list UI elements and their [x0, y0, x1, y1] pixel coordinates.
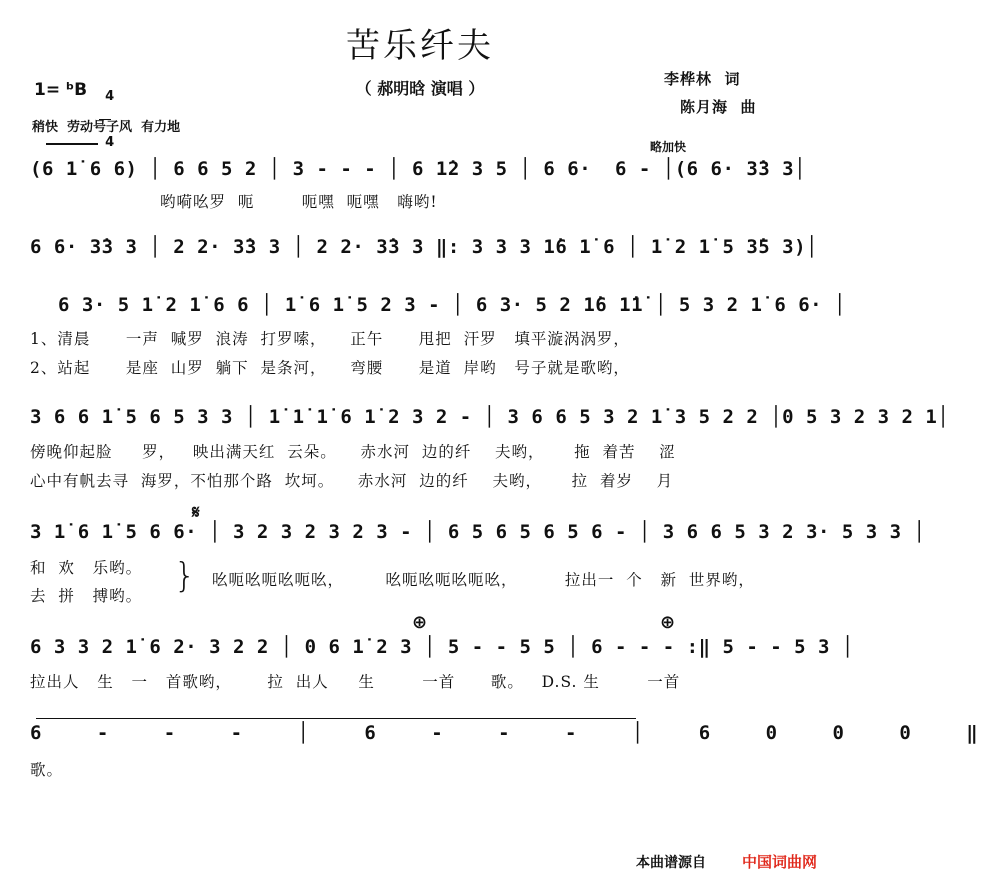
score-line-5-notes: 3 1̇ 6 1̇ 5 6 6· │ 3 2 3 2 3 2 3 - │ 6 5 6 5 6 5 6 - │ 3 6 6 5 3 2 3· 5 3 3 │	[30, 521, 926, 543]
beam-mark	[46, 143, 98, 145]
score-line-5-lyric-1: 和 欢 乐哟。	[30, 559, 143, 577]
tempo-change-mark: 略加快	[650, 140, 687, 154]
site-name[interactable]: 中国词曲网	[742, 853, 818, 871]
key-signature: 1= ᵇB	[34, 80, 88, 100]
lyricist-credit: 李桦林 词	[664, 70, 741, 88]
score-line-3-lyric-2: 2、站起 是座 山罗 躺下 是条河， 弯腰 是道 岸哟 号子就是歌哟，	[30, 359, 630, 377]
score-line-7-notes: 6 - - - │ 6 - - - │ 6 0 0 0 ‖	[30, 722, 1000, 744]
score-line-1-notes: (6 1̇ 6 6) │ 6 6 5 2 │ 3 - - - │ 6 1̇2 3 5 │ 6 6· 6 - │(6 6· 3̇3 3│	[30, 158, 807, 180]
performer-subtitle: （ 郝明晗 演唱 ）	[355, 79, 485, 98]
tie-arc	[36, 718, 636, 719]
score-line-6-notes: 6 3 3 2 1̇ 6 2· 3 2 2 │ 0 6 1̇ 2 3 │ 5 - - 5 5 │ 6 - - - :‖ 5 - - 5 3 │	[30, 636, 854, 658]
composer-credit: 陈月海 曲	[680, 98, 757, 116]
score-line-2-notes: 6 6· 3̇3 3 │ 2 2· 3̇3 3 │ 2 2· 3̇3 3 ‖: 3 3 3 1̇6 1̇ 6 │ 1̇ 2 1̇ 5 3̇5 3)│	[30, 236, 818, 258]
song-title: 苦乐纤夫	[346, 26, 494, 66]
tempo-marking: 稍快 劳动号子风 有力地	[32, 120, 181, 135]
score-line-4-lyric-2: 心中有帆去寻 海罗，不怕那个路 坎坷。 赤水河 边的纤 夫哟， 拉 着岁 月	[30, 472, 674, 490]
verse-brace: }	[174, 556, 196, 596]
time-signature-top: 4	[105, 89, 115, 104]
coda-sign-2: ⊕	[660, 612, 676, 633]
score-line-3-notes: 6 3· 5 1̇ 2 1̇ 6 6 │ 1̇ 6 1̇ 5 2 3 - │ 6 3· 5 2 1̇6 1̇1̇ │ 5 3 2 1̇ 6 6· │	[58, 294, 846, 316]
coda-sign-1: ⊕	[412, 612, 428, 633]
score-line-3-lyric-1: 1、清晨 一声 喊罗 浪涛 打罗嗦， 正午 甩把 汗罗 填平漩涡涡罗，	[30, 330, 630, 348]
score-line-4-lyric-1: 傍晚仰起脸 罗， 映出满天红 云朵。 赤水河 边的纤 夫哟， 拖 着苦 涩	[30, 443, 676, 461]
score-line-6-lyric: 拉出人 生 一 首歌哟， 拉 出人 生 一首 歌。 D.S. 生 一首	[30, 673, 681, 691]
score-line-5-lyric-2: 去 拼 搏哟。	[30, 587, 143, 605]
chorus-lyric: 吆呃吆呃吆呃吆， 吆呃吆呃吆呃吆， 拉出一 个 新 世界哟，	[212, 571, 755, 589]
score-line-1-lyric: 哟嗬吆罗 呃 呃嘿 呃嘿 嗨哟!	[160, 193, 438, 211]
source-label: 本曲谱源自	[636, 855, 706, 871]
score-line-7-lyric: 歌。	[30, 761, 64, 779]
time-signature	[96, 74, 114, 150]
time-signature-bottom: 4	[105, 135, 115, 150]
score-line-4-notes: 3 6 6 1̇ 5 6 5 3 3 │ 1̇ 1̇ 1̇ 6 1̇ 2 3 2 - │ 3 6 6 5 3 2 1̇ 3 5 2 2 │0 5 3 2 3 2 1│	[30, 406, 950, 428]
segno-sign: 𝄋	[192, 502, 200, 523]
